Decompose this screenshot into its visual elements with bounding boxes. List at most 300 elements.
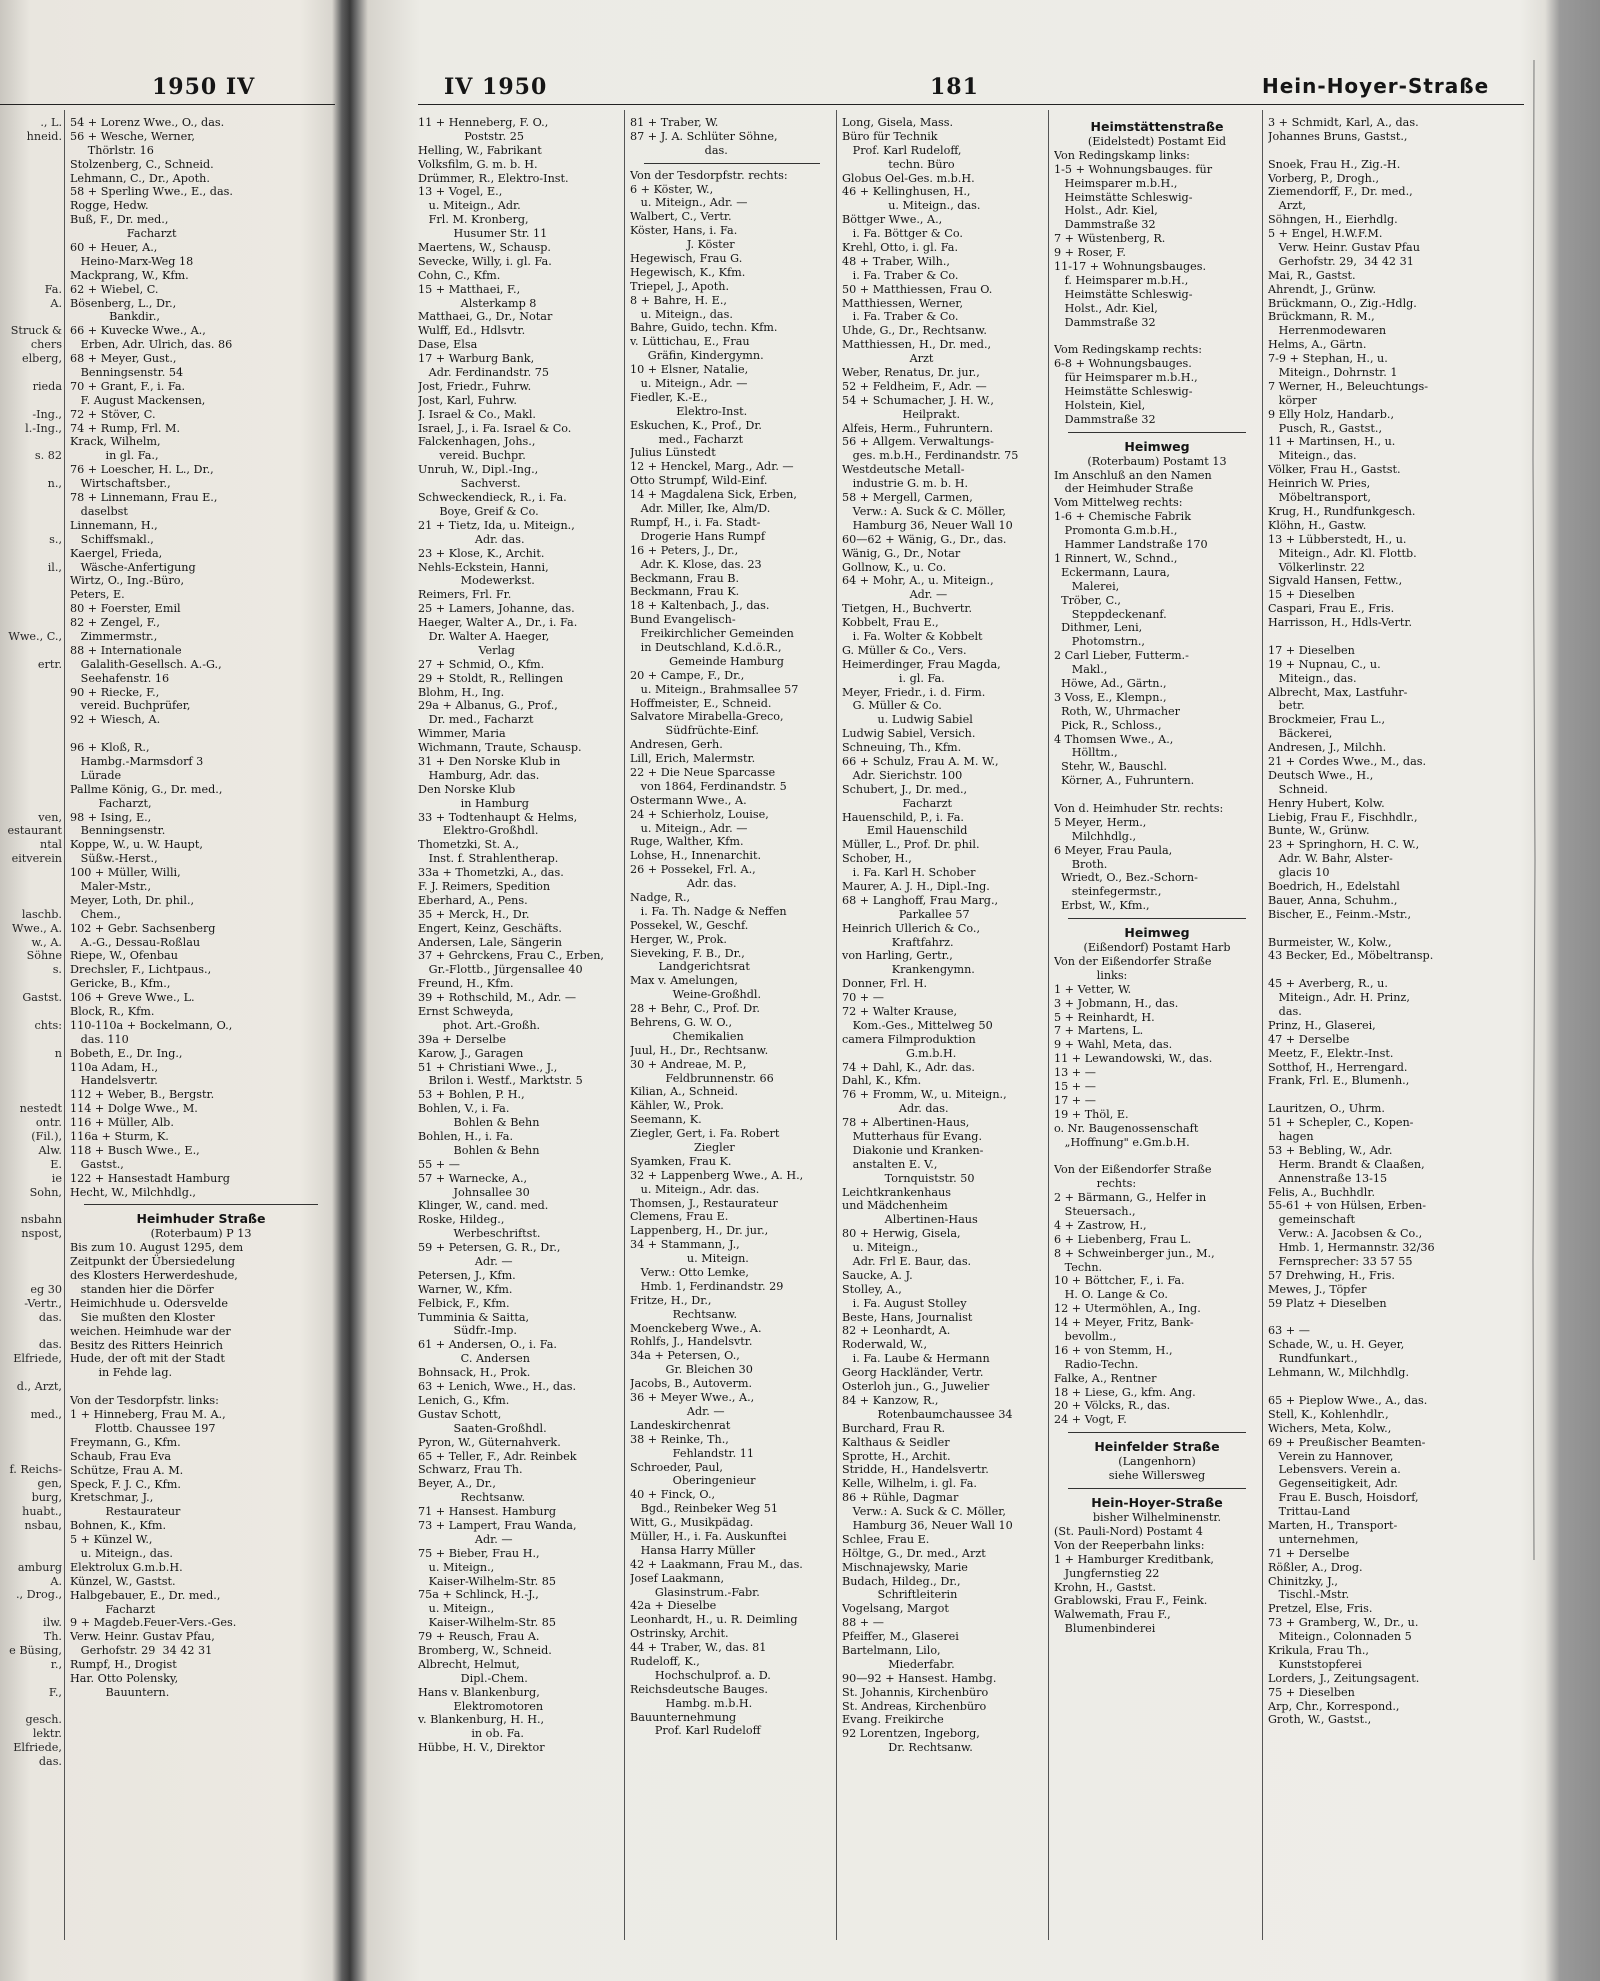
- directory-entry: Lürade: [70, 768, 122, 782]
- directory-entry: Rechtsanw.: [418, 1491, 526, 1505]
- cut-off-entry-fragment: [0, 894, 62, 908]
- cut-off-entry-fragment: d., Arzt,: [16, 1380, 62, 1394]
- directory-entry: Linnemann, H.,: [70, 518, 158, 532]
- cut-off-entry-fragment: Söhne: [26, 949, 62, 963]
- directory-entry: 59 + Petersen, G. R., Dr.,: [418, 1241, 561, 1255]
- directory-entry: Falke, A., Rentner: [1054, 1371, 1157, 1385]
- cut-off-entry-fragment: s.,: [49, 532, 62, 546]
- directory-entry: Miteign., das.: [1268, 671, 1357, 685]
- directory-entry: Kunststopferei: [1268, 1657, 1362, 1671]
- directory-entry: 66 + Kuvecke Wwe., A.,: [70, 324, 206, 338]
- cut-off-entry-fragment: [0, 1394, 62, 1408]
- directory-entry: 23 + Klose, K., Archit.: [418, 546, 545, 560]
- directory-entry: Von der Tesdorpfstr. links:: [70, 1394, 219, 1408]
- directory-entry: 102 + Gebr. Sachsenberg: [70, 921, 216, 935]
- directory-entry: von 1864, Ferdinandstr. 5: [630, 779, 787, 793]
- directory-entry: Meyer, Friedr., i. d. Firm.: [842, 685, 986, 699]
- directory-entry: Schade, W., u. H. Geyer,: [1268, 1338, 1405, 1352]
- directory-entry: i. Fa. Laube & Hermann: [842, 1352, 990, 1366]
- directory-entry: Alfeis, Herm., Fuhruntern.: [842, 421, 994, 435]
- directory-entry: Hude, der oft mit der Stadt: [70, 1352, 225, 1366]
- directory-entry: Snoek, Frau H., Zig.-H.: [1268, 157, 1401, 171]
- directory-entry: Müller, L., Prof. Dr. phil.: [842, 838, 980, 852]
- directory-entry: 18 + Liese, G., kfm. Ang.: [1054, 1385, 1196, 1399]
- cut-off-entry-fragment: ntal: [40, 838, 62, 852]
- directory-entry: Gegenseitigkeit, Adr.: [1268, 1477, 1398, 1491]
- cut-off-entry-fragment: [0, 1700, 62, 1714]
- directory-column-3: [842, 116, 1046, 1755]
- directory-entry: St. Johannis, Kirchenbüro: [842, 1685, 989, 1699]
- directory-entry: Bgd., Reinbeker Weg 51: [630, 1502, 778, 1516]
- cut-off-entry-fragment: Wwe., A.: [12, 921, 62, 935]
- cut-off-entry-fragment: [0, 1450, 62, 1464]
- directory-entry: u. Miteign., Adr. —: [630, 821, 748, 835]
- directory-entry: Bobeth, E., Dr. Ing.,: [70, 1046, 183, 1060]
- cut-off-entry-fragment: ., Drog.,: [16, 1588, 62, 1602]
- directory-entry: Triepel, J., Apoth.: [630, 279, 729, 293]
- directory-entry: Landeskirchenrat: [630, 1418, 731, 1432]
- column-divider: [1048, 110, 1049, 1940]
- directory-entry: Verw.: A. Suck & C. Möller,: [842, 504, 1006, 518]
- directory-entry: Heimichhude u. Odersvelde: [70, 1296, 229, 1310]
- cut-off-entry-fragment: -Ing.,: [32, 407, 62, 421]
- cut-off-entry-fragment: n: [54, 1046, 62, 1060]
- directory-entry: 11-17 + Wohnungsbauges.: [1054, 260, 1207, 274]
- directory-entry: Josef Laakmann,: [630, 1571, 725, 1585]
- directory-entry: 112 + Weber, B., Bergstr.: [70, 1088, 215, 1102]
- cut-off-entry-fragment: [0, 1602, 62, 1616]
- section-divider: [644, 163, 820, 164]
- directory-entry: Jost, Karl, Fuhrw.: [418, 393, 517, 407]
- cut-off-entry-fragment: [0, 602, 62, 616]
- directory-entry: [1268, 922, 1474, 936]
- directory-entry: Burchard, Frau R.: [842, 1421, 946, 1435]
- street-subheading: (Eißendorf) Postamt Harb: [1083, 941, 1231, 955]
- left-page: [0, 0, 340, 1981]
- directory-entry: Hmb. 1, Ferdinandstr. 29: [630, 1279, 784, 1293]
- directory-entry: Adr. —: [418, 1255, 513, 1269]
- directory-entry: Meyer, Loth, Dr. phil.,: [70, 893, 195, 907]
- directory-entry: und Mädchenheim: [842, 1199, 948, 1213]
- directory-entry: Sotthof, H., Herrengard.: [1268, 1060, 1408, 1074]
- directory-entry: Elektrolux G.m.b.H.: [70, 1560, 183, 1574]
- directory-entry: Stolzenberg, C., Schneid.: [70, 157, 214, 171]
- directory-entry: 88 + —: [842, 1616, 884, 1630]
- directory-entry: [70, 727, 332, 741]
- directory-entry: Eckermann, Laura,: [1054, 565, 1170, 579]
- directory-entry: 11 + Lewandowski, W., das.: [1054, 1052, 1213, 1066]
- directory-entry: Inst. f. Strahlentherap.: [418, 852, 559, 866]
- cut-off-entry-fragment: Elfriede,: [13, 1352, 62, 1366]
- directory-entry: rechts:: [1054, 1177, 1137, 1191]
- directory-entry: das.: [630, 143, 728, 157]
- directory-entry: 90—92 + Hansest. Hambg.: [842, 1671, 997, 1685]
- directory-entry: Donner, Frl. H.: [842, 977, 928, 991]
- directory-entry: Thometzki, St. A.,: [418, 838, 519, 852]
- directory-entry: Heimstätte Schleswig-: [1054, 287, 1193, 301]
- directory-entry: 6 + Köster, W.,: [630, 182, 714, 196]
- directory-entry: Bis zum 10. August 1295, dem: [70, 1241, 244, 1255]
- cut-off-entry-fragment: [0, 199, 62, 213]
- cut-off-entry-fragment: [0, 1088, 62, 1102]
- cut-off-entry-fragment: [0, 574, 62, 588]
- directory-column-1: [418, 116, 622, 1755]
- directory-entry: Bohlen & Behn: [418, 1116, 540, 1130]
- directory-entry: 56 + Wesche, Werner,: [70, 129, 195, 143]
- directory-entry: i. Fa. August Stolley: [842, 1296, 967, 1310]
- cut-off-entry-fragment: [0, 269, 62, 283]
- directory-entry: 15 + Matthaei, F.,: [418, 282, 521, 296]
- directory-entry: Rößler, A., Drog.: [1268, 1560, 1363, 1574]
- directory-entry: [1268, 963, 1474, 977]
- directory-entry: Heilprakt.: [842, 407, 960, 421]
- directory-entry: Drechsler, F., Lichtpaus.,: [70, 963, 212, 977]
- directory-entry: Saaten-Großhdl.: [418, 1421, 547, 1435]
- directory-entry: 27 + Schmid, O., Kfm.: [418, 657, 545, 671]
- cut-off-entry-fragment: nsbau,: [24, 1518, 62, 1532]
- directory-entry: Sevecke, Willy, i. gl. Fa.: [418, 254, 552, 268]
- directory-entry: Matthiessen, Werner,: [842, 296, 963, 310]
- directory-entry: 25 + Lamers, Johanne, das.: [418, 602, 575, 616]
- directory-entry: i. Fa. Wolter & Kobbelt: [842, 629, 983, 643]
- directory-entry: 92 Lorentzen, Ingeborg,: [842, 1727, 980, 1741]
- directory-entry: Bauer, Anna, Schuhm.,: [1268, 893, 1398, 907]
- cut-off-entry-fragment: [0, 1269, 62, 1283]
- directory-entry: 21 + Tietz, Ida, u. Miteign.,: [418, 518, 575, 532]
- directory-entry: 79 + Reusch, Frau A.: [418, 1630, 540, 1644]
- cut-off-entry-fragment: [0, 1436, 62, 1450]
- directory-entry: 118 + Busch Wwe., E.,: [70, 1143, 200, 1157]
- directory-entry: Bund Evangelisch-: [630, 613, 736, 627]
- directory-entry: Adr. —: [418, 1532, 513, 1546]
- directory-entry: Von Redingskamp links:: [1054, 148, 1190, 162]
- cut-off-entry-fragment: hneid.: [26, 129, 62, 143]
- right-page-header-year: IV 1950: [444, 74, 548, 100]
- directory-entry: vereid. Buchprüfer,: [70, 699, 191, 713]
- directory-entry: 114 + Dolge Wwe., M.: [70, 1102, 198, 1116]
- directory-entry: Südfrüchte-Einf.: [630, 724, 759, 738]
- directory-entry: in gl. Fa.,: [70, 449, 159, 463]
- directory-entry: Wulff, Ed., Hdlsvtr.: [418, 324, 526, 338]
- cut-off-entry-fragment: [0, 547, 62, 561]
- directory-entry: u. Miteign., das.: [630, 307, 733, 321]
- directory-entry: 1 + Hamburger Kreditbank,: [1054, 1552, 1214, 1566]
- cut-off-entry-fragment: n.,: [47, 477, 62, 491]
- directory-entry: F. August Mackensen,: [70, 393, 206, 407]
- directory-entry: A.-G., Dessau-Roßlau: [70, 935, 201, 949]
- cut-off-entry-fragment: Sohn,: [29, 1185, 62, 1199]
- directory-entry: 68 + Meyer, Gust.,: [70, 352, 177, 366]
- directory-entry: Gericke, B., Kfm.,: [70, 977, 171, 991]
- directory-entry: Bohnsack, H., Prok.: [418, 1366, 531, 1380]
- directory-entry: Stolley, A.,: [842, 1282, 902, 1296]
- directory-entry: 30 + Andreae, M. P.,: [630, 1057, 747, 1071]
- directory-entry: Albertinen-Haus: [842, 1213, 978, 1227]
- cut-off-entry-fragment: lektr.: [32, 1727, 62, 1741]
- cut-off-entry-fragment: e Büsing,: [9, 1643, 62, 1657]
- directory-entry: Hamburg 36, Neuer Wall 10: [842, 1518, 1013, 1532]
- directory-entry: Gerhofstr. 29, 34 42 31: [1268, 254, 1414, 268]
- directory-entry: 11 + Martinsen, H., u.: [1268, 435, 1396, 449]
- directory-entry: 74 + Dahl, K., Adr. das.: [842, 1060, 975, 1074]
- directory-entry: 39a + Derselbe: [418, 1032, 507, 1046]
- directory-entry: Modewerkst.: [418, 574, 535, 588]
- directory-entry: Bohlen, V., i. Fa.: [418, 1102, 510, 1116]
- directory-entry: Jost, Friedr., Fuhrw.: [418, 379, 532, 393]
- directory-entry: v. Lüttichau, E., Frau: [630, 335, 750, 349]
- directory-entry: 71 + Derselbe: [1268, 1546, 1350, 1560]
- directory-entry: Hölltm.,: [1054, 746, 1118, 760]
- cut-off-entry-fragment: laschb.: [21, 907, 62, 921]
- directory-entry: Annenstraße 13-15: [1268, 1171, 1388, 1185]
- directory-entry: Andersen, Lale, Sängerin: [418, 935, 562, 949]
- directory-entry: 78 + Albertinen-Haus,: [842, 1116, 970, 1130]
- directory-entry: 13 + Lübberstedt, H., u.: [1268, 532, 1407, 546]
- cut-off-entry-fragment: [0, 158, 62, 172]
- directory-entry: Poststr. 25: [418, 129, 524, 143]
- directory-entry: Pfeiffer, M., Glaserei: [842, 1630, 959, 1644]
- directory-entry: Syamken, Frau K.: [630, 1154, 732, 1168]
- directory-entry: Hansa Harry Müller: [630, 1543, 756, 1557]
- directory-entry: 58 + Mergell, Carmen,: [842, 491, 973, 505]
- directory-entry: 13 + Vogel, E.,: [418, 185, 503, 199]
- directory-entry: Krug, H., Rundfunkgesch.: [1268, 504, 1416, 518]
- directory-entry: Hegewisch, K., Kfm.: [630, 265, 746, 279]
- directory-entry: Helms, A., Gärtn.: [1268, 338, 1367, 352]
- street-heading: Heimstättenstraße: [1090, 119, 1224, 134]
- directory-entry: 66 + Schulz, Frau A. M. W.,: [842, 754, 999, 768]
- directory-entry: Künzel, W., Gastst.: [70, 1574, 176, 1588]
- directory-entry: 1 Rinnert, W., Schnd.,: [1054, 551, 1178, 565]
- directory-entry: u. Miteign., das.: [842, 199, 981, 213]
- street-subheading: (Roterbaum) Postamt 13: [1087, 454, 1227, 468]
- directory-entry: 10 + Elsner, Natalie,: [630, 363, 749, 377]
- street-subheading: siehe Willersweg: [1108, 1469, 1206, 1483]
- directory-entry: Kelle, Wilhelm, i. gl. Fa.: [842, 1477, 977, 1491]
- directory-entry: für Heimsparer m.b.H.,: [1054, 371, 1198, 385]
- directory-entry: Klinger, W., cand. med.: [418, 1199, 549, 1213]
- directory-entry: Fernsprecher: 33 57 55: [1268, 1255, 1413, 1269]
- directory-entry: Deutsch Wwe., H.,: [1268, 768, 1374, 782]
- directory-entry: industrie G. m. b. H.: [842, 477, 969, 491]
- directory-entry: 7 Werner, H., Beleuchtungs-: [1268, 379, 1429, 393]
- directory-entry: Pick, R., Schloss.,: [1054, 718, 1162, 732]
- directory-entry: 29a + Albanus, G., Prof.,: [418, 699, 558, 713]
- directory-entry: Roth, W., Uhrmacher: [1054, 704, 1180, 718]
- directory-entry: Volksfilm, G. m. b. H.: [418, 157, 538, 171]
- directory-entry: körper: [1268, 393, 1317, 407]
- directory-entry: Facharzt: [70, 1602, 156, 1616]
- right-header-rule: [418, 104, 1524, 105]
- page-number: 181: [930, 74, 979, 100]
- cut-off-entry-fragment: [0, 783, 62, 797]
- directory-entry: 61 + Andersen, O., i. Fa.: [418, 1338, 557, 1352]
- directory-entry: 122 + Hansestadt Hamburg: [70, 1171, 230, 1185]
- directory-entry: Erben, Adr. Ulrich, das. 86: [70, 338, 233, 352]
- cut-off-entry-fragment: s.: [52, 963, 62, 977]
- directory-entry: weichen. Heimhude war der: [70, 1324, 231, 1338]
- directory-entry: Verw. Heinr. Gustav Pfau,: [70, 1630, 215, 1644]
- directory-entry: Dr. med., Facharzt: [418, 713, 534, 727]
- directory-entry: Makl.,: [1054, 663, 1108, 677]
- directory-entry: Boedrich, H., Edelstahl: [1268, 879, 1400, 893]
- directory-entry: 43 Becker, Ed., Möbeltransp.: [1268, 949, 1434, 963]
- directory-entry: Heimerdinger, Frau Magda,: [842, 657, 1001, 671]
- directory-entry: Tietgen, H., Buchvertr.: [842, 602, 973, 616]
- directory-entry: Possekel, W., Geschf.: [630, 918, 749, 932]
- directory-entry: [1054, 788, 1260, 802]
- cut-off-entry-fragment: r.,: [50, 1657, 62, 1671]
- directory-entry: Moenckeberg Wwe., A.: [630, 1321, 762, 1335]
- directory-entry: Völker, Frau H., Gastst.: [1268, 463, 1401, 477]
- directory-entry: Freund, H., Kfm.: [418, 977, 514, 991]
- directory-entry: Beckmann, Frau K.: [630, 585, 740, 599]
- section-divider: [1068, 1488, 1246, 1489]
- directory-entry: [1268, 1311, 1474, 1325]
- cut-off-entry-fragment: [0, 463, 62, 477]
- directory-entry: Parkallee 57: [842, 907, 970, 921]
- directory-entry: Kilian, A., Schneid.: [630, 1085, 739, 1099]
- directory-entry: 14 + Magdalena Sick, Erben,: [630, 488, 797, 502]
- directory-entry: Müller, H., i. Fa. Auskunftei: [630, 1529, 787, 1543]
- directory-entry: 53 + Bebling, W., Adr.: [1268, 1143, 1393, 1157]
- directory-entry: Bahre, Guido, techn. Kfm.: [630, 321, 778, 335]
- directory-entry: Beyer, A., Dr.,: [418, 1477, 496, 1491]
- directory-entry: u. Ludwig Sabiel: [842, 713, 973, 727]
- directory-entry: Ziegler: [630, 1141, 735, 1155]
- directory-entry: Techn.: [1054, 1260, 1103, 1274]
- directory-entry: Klöhn, H., Gastw.: [1268, 518, 1367, 532]
- cut-off-entry-fragment: eg 30: [30, 1282, 62, 1296]
- directory-entry: 73 + Lampert, Frau Wanda,: [418, 1518, 577, 1532]
- directory-entry: Liebig, Frau F., Fischhdlr.,: [1268, 810, 1418, 824]
- directory-entry: 59 Platz + Dieselben: [1268, 1296, 1387, 1310]
- directory-entry: Facharzt,: [70, 796, 152, 810]
- directory-entry: Radio-Techn.: [1054, 1357, 1139, 1371]
- directory-entry: F. J. Reimers, Spedition: [418, 879, 551, 893]
- directory-entry: Facharzt: [70, 227, 177, 241]
- directory-entry: Beste, Hans, Journalist: [842, 1310, 973, 1324]
- directory-entry: Wichmann, Traute, Schausp.: [418, 741, 582, 755]
- directory-entry: Hecht, W., Milchhdlg.,: [70, 1185, 196, 1199]
- directory-entry: Julius Lünstedt: [630, 446, 716, 460]
- directory-entry: Schroeder, Paul,: [630, 1460, 723, 1474]
- cut-off-entry-fragment: [0, 644, 62, 658]
- directory-entry: Brückmann, O., Zig.-Hdlg.: [1268, 296, 1417, 310]
- directory-entry: 58 + Sperling Wwe., E., das.: [70, 185, 233, 199]
- directory-entry: Adr. Miller, Ike, Alm/D.: [630, 502, 771, 516]
- directory-entry: Tumminia & Saitta,: [418, 1310, 530, 1324]
- directory-entry: Karow, J., Garagen: [418, 1046, 524, 1060]
- directory-entry: Kalthaus & Seidler: [842, 1435, 950, 1449]
- cut-off-entry-fragment: [0, 1033, 62, 1047]
- directory-entry: Ziegler, Gert, i. Fa. Robert: [630, 1127, 780, 1141]
- directory-entry: Behrens, G. W. O.,: [630, 1016, 733, 1029]
- directory-entry: Israel, J., i. Fa. Israel & Co.: [418, 421, 572, 435]
- cut-off-entry-fragment: s. 82: [34, 449, 62, 463]
- cut-off-entry-fragment: amburg: [17, 1560, 62, 1574]
- directory-entry: Ruge, Walther, Kfm.: [630, 835, 744, 849]
- cut-off-entry-fragment: Elfriede,: [13, 1741, 62, 1755]
- cut-off-entry-fragment: [0, 1061, 62, 1075]
- directory-entry: 9 + Roser, F.: [1054, 246, 1126, 260]
- directory-entry: Georg Hackländer, Vertr.: [842, 1366, 984, 1380]
- directory-entry: Adr. W. Bahr, Alster-: [1268, 852, 1393, 866]
- cut-off-entry-fragment: ., L.: [40, 116, 62, 129]
- directory-entry: das. 110: [70, 1032, 129, 1046]
- column-divider: [1262, 110, 1263, 1940]
- directory-entry: 6 Meyer, Frau Paula,: [1054, 843, 1173, 857]
- directory-entry: Adr. das.: [842, 1102, 949, 1116]
- cut-off-entry-fragment: med.,: [30, 1407, 62, 1421]
- column-divider: [64, 110, 65, 1940]
- cut-off-entry-fragment: (Fil.),: [31, 1130, 62, 1144]
- cut-off-entry-fragment: gesch.: [25, 1713, 62, 1727]
- cut-off-entry-fragment: ilw.: [43, 1616, 62, 1630]
- directory-entry: Fritze, H., Dr.,: [630, 1293, 712, 1307]
- directory-entry: Harrisson, H., Hdls-Vertr.: [1268, 616, 1413, 630]
- directory-entry: Chem.,: [70, 907, 121, 921]
- directory-entry: 33a + Thometzki, A., das.: [418, 866, 564, 880]
- cut-off-entry-fragment: das.: [38, 1310, 62, 1324]
- directory-entry: Weber, Renatus, Dr. jur.,: [842, 366, 980, 380]
- cut-off-entry-fragment: ie: [51, 1171, 62, 1185]
- directory-entry: Möbeltransport,: [1268, 491, 1371, 505]
- cut-off-entry-fragment: [0, 1547, 62, 1561]
- directory-entry: 71 + Hansest. Hamburg: [418, 1505, 556, 1519]
- cut-off-entry-fragment: [0, 241, 62, 255]
- directory-entry: Albrecht, Max, Lastfuhr-: [1268, 685, 1408, 699]
- cut-off-entry-fragment: nestedt: [19, 1102, 62, 1116]
- directory-entry: Kom.-Ges., Mittelweg 50: [842, 1018, 993, 1032]
- directory-entry: bevollm.,: [1054, 1330, 1117, 1344]
- directory-entry: med., Facharzt: [630, 432, 744, 446]
- directory-entry: Pretzel, Else, Fris.: [1268, 1602, 1373, 1616]
- column-divider: [836, 110, 837, 1940]
- directory-entry: Dithmer, Leni,: [1054, 621, 1143, 635]
- directory-entry: 19 + Thöl, E.: [1054, 1107, 1129, 1121]
- directory-entry: Dammstraße 32: [1054, 412, 1156, 426]
- directory-entry: 52 + Feldheim, F., Adr. —: [842, 379, 987, 393]
- directory-entry: 72 + Walter Krause,: [842, 1005, 958, 1018]
- street-heading: Heimweg: [1124, 438, 1190, 454]
- directory-entry: Bauunternehmung: [630, 1710, 737, 1724]
- directory-entry: 80 + Foerster, Emil: [70, 602, 181, 616]
- directory-entry: Vom Mittelweg rechts:: [1054, 496, 1183, 510]
- cut-off-entry-fragment: [0, 1324, 62, 1338]
- directory-entry: 40 + Finck, O.,: [630, 1488, 716, 1502]
- directory-entry: 55-61 + von Hülsen, Erben-: [1268, 1199, 1427, 1213]
- directory-entry: Lehmann, C., Dr., Apoth.: [70, 171, 210, 185]
- directory-entry: 47 + Derselbe: [1268, 1032, 1350, 1046]
- directory-entry: Prinz, H., Glaserei,: [1268, 1018, 1376, 1032]
- directory-entry: Budach, Hildeg., Dr.,: [842, 1574, 961, 1588]
- directory-entry: Nehls-Eckstein, Hanni,: [418, 560, 549, 574]
- left-page-cut-fragments: [0, 116, 62, 1769]
- directory-entry: Max v. Amelungen,: [630, 974, 738, 988]
- directory-entry: Helling, W., Fabrikant: [418, 143, 542, 157]
- directory-entry: Reimers, Frl. Fr.: [418, 588, 512, 602]
- directory-entry: Holst., Adr. Kiel,: [1054, 301, 1158, 315]
- directory-entry: Thomsen, J., Restaurateur: [630, 1196, 778, 1210]
- directory-entry: 12 + Henckel, Marg., Adr. —: [630, 460, 794, 474]
- directory-entry: daselbst: [70, 504, 128, 518]
- directory-entry: Globus Oel-Ges. m.b.H.: [842, 171, 975, 185]
- street-subheading: (Langenhorn): [1118, 1455, 1196, 1469]
- directory-entry: Schütze, Frau A. M.: [70, 1463, 184, 1477]
- directory-entry: Miteign., Colonnaden 5: [1268, 1630, 1412, 1644]
- directory-entry: 44 + Traber, W., das. 81: [630, 1641, 767, 1655]
